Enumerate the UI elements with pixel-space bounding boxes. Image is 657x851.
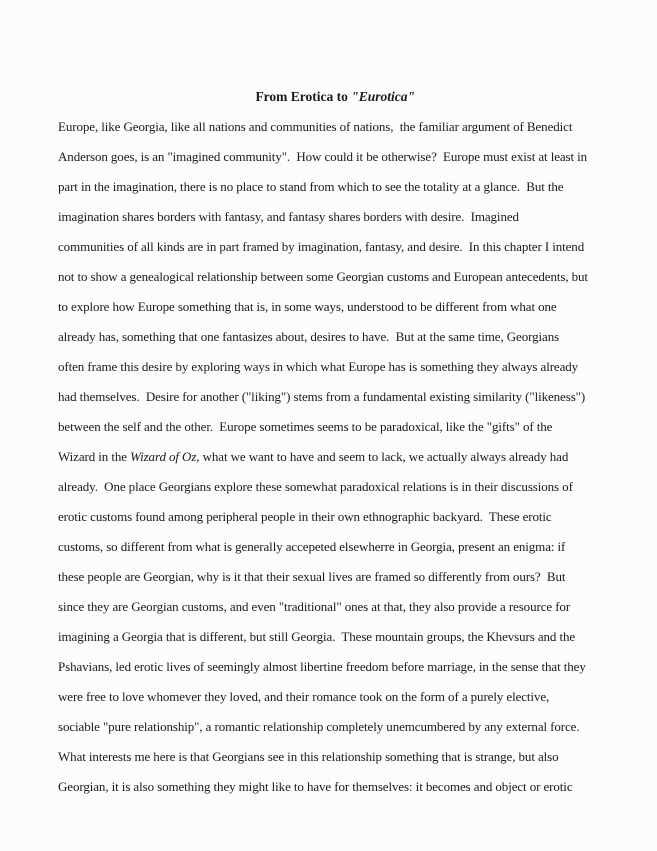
- text-line: since they are Georgian customs, and even "traditional" ones at that, they also provide a resource for: [58, 599, 571, 614]
- text-line: Pshavians, led erotic lives of seemingly almost libertine freedom before marriage, in the sense that they: [58, 659, 586, 674]
- text-line: imagining a Georgia that is different, but still Georgia. These mountain groups, the Khevsurs and the: [58, 629, 576, 644]
- text-line: between the self and the other. Europe sometimes seems to be paradoxical, like the "gifts" of the: [58, 419, 553, 434]
- text-line: not to show a genealogical relationship between some Georgian customs and European antecedents, but: [58, 269, 588, 284]
- text-line: to explore how Europe something that is, in some ways, understood to be different from what one: [58, 299, 557, 314]
- text-line: [58, 442, 606, 472]
- title-text: From Erotica to: [255, 89, 352, 104]
- text-line: often frame this desire by exploring ways in which what Europe has is something they always already: [58, 359, 579, 374]
- text-line: these people are Georgian, why is it that their sexual lives are framed so differently from ours? But: [58, 569, 566, 584]
- text-line: communities of all kinds are in part framed by imagination, fantasy, and desire. In this chapter I intend: [58, 239, 585, 254]
- body-text: [58, 112, 606, 802]
- italic-book-title: Wizard of Oz,: [130, 449, 200, 464]
- text-segment: Wizard in the: [58, 449, 131, 464]
- text-line: had themselves. Desire for another ("liking") stems from a fundamental existing similarity ("likeness"): [58, 389, 586, 404]
- text-line: Georgian, it is also something they might like to have for themselves: it becomes and object or erotic: [58, 779, 573, 794]
- text-line: already has, something that one fantasizes about, desires to have. But at the same time, Georgians: [58, 329, 560, 344]
- text-line: imagination shares borders with fantasy, and fantasy shares borders with desire. Imagined: [58, 209, 519, 224]
- text-line: customs, so different from what is generally accepeted elsewherre in Georgia, present an enigma: if: [58, 539, 566, 554]
- text-line: sociable "pure relationship", a romantic relationship completely unemcumbered by any external force.: [58, 719, 580, 734]
- document-title: [0, 52, 657, 104]
- text-line: erotic customs found among peripheral people in their own ethnographic backyard. These erotic: [58, 509, 552, 524]
- text-line: already. One place Georgians explore these somewhat paradoxical relations is in their discussions of: [58, 479, 573, 494]
- text-line: were free to love whomever they loved, and their romance took on the form of a purely elective,: [58, 689, 550, 704]
- text-line: What interests me here is that Georgians see in this relationship something that is strange, but also: [58, 749, 559, 764]
- title-emphasized-text: "Eurotica": [351, 89, 416, 104]
- text-line: Europe, like Georgia, like all nations and communities of nations, the familiar argument of Benedict: [58, 119, 573, 134]
- text-line: Anderson goes, is an "imagined community". How could it be otherwise? Europe must exist at least in: [58, 149, 588, 164]
- text-segment: what we want to have and seem to lack, we actually always already had: [199, 449, 569, 464]
- text-line: part in the imagination, there is no place to stand from which to see the totality at a glance. But the: [58, 179, 564, 194]
